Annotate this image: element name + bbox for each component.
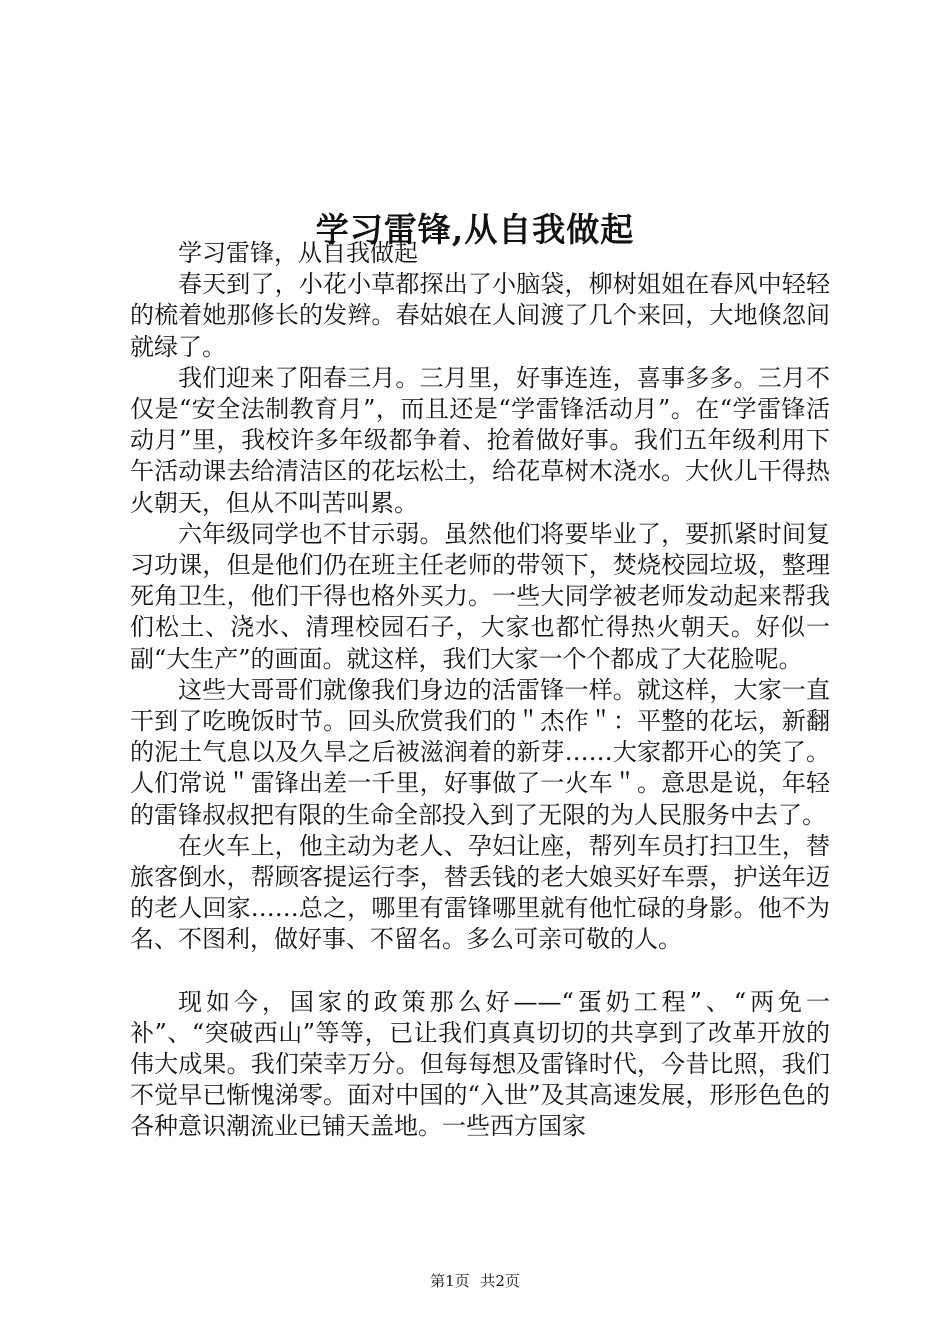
- paragraph-march: 我们迎来了阳春三月。三月里，好事连连，喜事多多。三月不仅是“安全法制教育月”，而且还是“学雷锋活动月”。在“学雷锋活动月”里，我校许多年级都争着、抢着做好事。我们五年级利用下午活动课去给清洁区的花坛松土，给花草树木浇水。大伙儿干得热火朝天，但从不叫苦叫累。: [130, 363, 830, 517]
- document-body: [130, 238, 830, 1143]
- page-total: 共2页: [480, 1272, 520, 1290]
- paragraph-living-leifeng: 这些大哥哥们就像我们身边的活雷锋一样。就这样，大家一直干到了吃晚饭时节。回头欣赏我们的＂杰作＂：平整的花坛，新翻的泥土气息以及久旱之后被滋润着的新芽……大家都开心的笑了。人们常说＂雷锋出差一千里，好事做了一火车＂。意思是说，年轻的雷锋叔叔把有限的生命全部投入到了无限的为人民服务中去了。: [130, 675, 830, 829]
- paragraph-today: 现如今，国家的政策那么好——“蛋奶工程”、“两免一补”、“突破西山”等等，已让我们真真切切的共享到了改革开放的伟大成果。我们荣幸万分。但每每想及雷锋时代，今昔比照，我们不觉早已惭愧涕零。面对中国的“入世”及其高速发展，形形色色的各种意识潮流业已铺天盖地。一些西方国家: [130, 987, 830, 1141]
- page-number: 第1页: [430, 1272, 470, 1290]
- paragraph-spring: 春天到了，小花小草都探出了小脑袋，柳树姐姐在春风中轻轻的梳着她那修长的发辫。春姑娘在人间渡了几个来回，大地倏忽间就绿了。: [130, 270, 830, 361]
- paragraph-spacer: [130, 956, 830, 987]
- document-title: 学习雷锋,从自我做起: [315, 210, 635, 250]
- paragraph-train: 在火车上，他主动为老人、孕妇让座，帮列车员打扫卫生，替旅客倒水，帮顾客提运行李，替丢钱的老大娘买好车票，护送年迈的老人回家……总之，哪里有雷锋哪里就有他忙碌的身影。他不为名、不图利，做好事、不留名。多么可亲可敬的人。: [130, 831, 830, 954]
- paragraph-heading: 学习雷锋，从自我做起: [178, 239, 418, 267]
- page-footer: [0, 1271, 950, 1291]
- paragraph-grade-six: 六年级同学也不甘示弱。虽然他们将要毕业了，要抓紧时间复习功课，但是他们仍在班主任老师的带领下，焚烧校园垃圾，整理死角卫生，他们干得也格外买力。一些大同学被老师发动起来帮我们松土、浇水、清理校园石子，大家也都忙得热火朝天。好似一副“大生产”的画面。就这样，我们大家一个个都成了大花脸呢。: [130, 519, 830, 673]
